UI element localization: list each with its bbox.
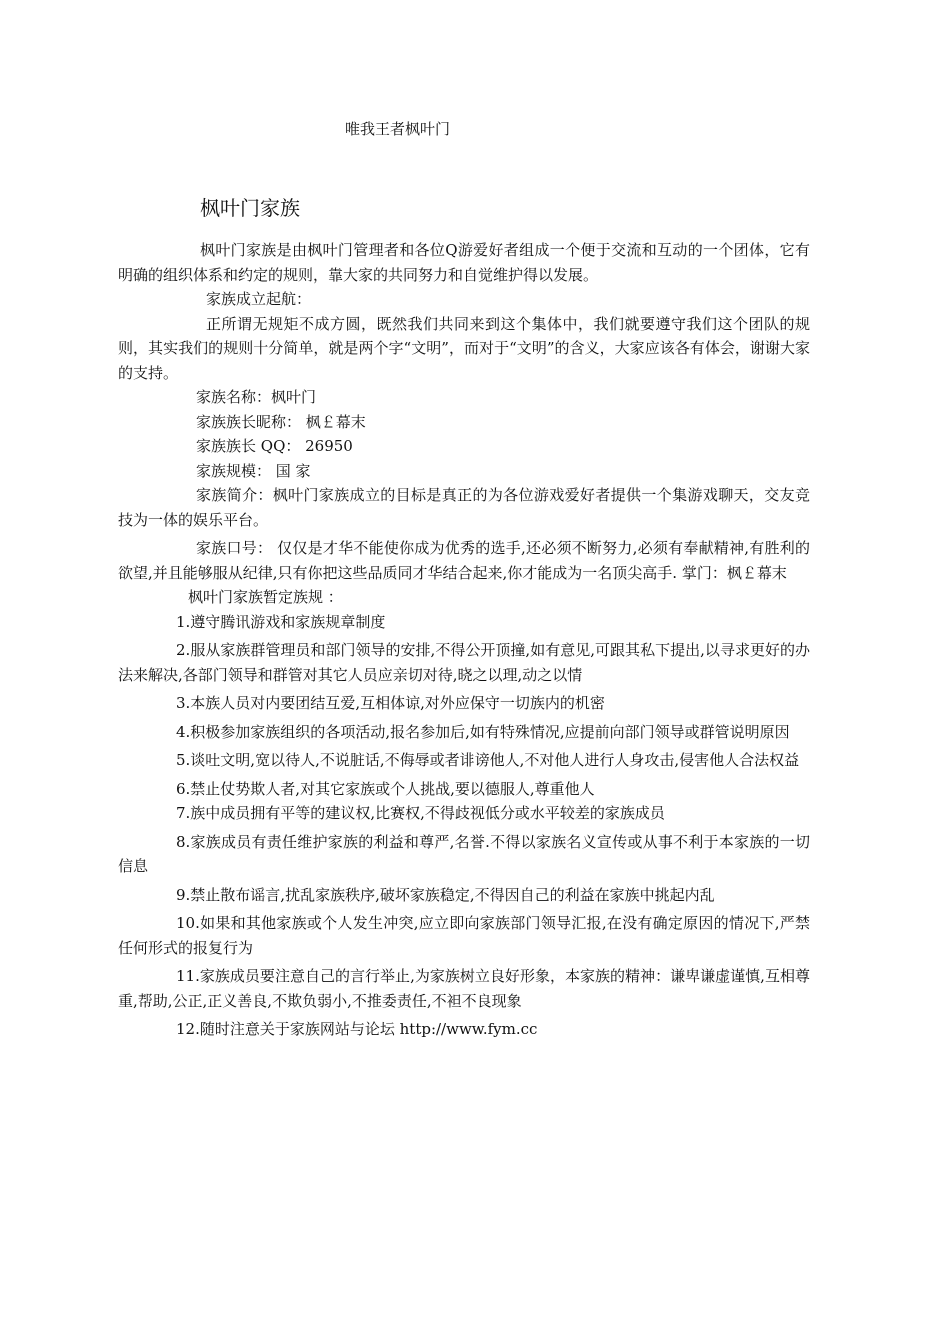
rule-item: 8.家族成员有责任维护家族的利益和尊严,名誉.不得以家族名义宣传或从事不利于本家族的一切信息 (118, 832, 810, 875)
info-leader-qq: 家族族长 QQ： 26950 (196, 437, 353, 455)
info-family-name: 家族名称：枫叶门 (196, 388, 317, 406)
rule-item: 7.族中成员拥有平等的建议权,比赛权,不得歧视低分或水平较差的家族成员 (176, 804, 665, 822)
info-family-slogan: 家族口号： 仅仅是才华不能使你成为优秀的选手,还必须不断努力,必须有奉献精神,有胜利的欲望,并且能够服从纪律,只有你把这些品质同才华结合起来,你才能成为一名顶尖高手. 掌门：枫￡幕末 (118, 539, 810, 582)
intro-paragraph: 枫叶门家族是由枫叶门管理者和各位Q游爱好者组成一个便于交流和互动的一个团体，它有明确的组织体系和约定的规则，靠大家的共同努力和自觉维护得以发展。 (118, 241, 810, 284)
info-family-scale: 家族规模： 国 家 (196, 461, 311, 480)
document-body (118, 238, 810, 1042)
rule-item: 6.禁止仗势欺人者,对其它家族或个人挑战,要以德服人,尊重他人 (176, 779, 595, 798)
rule-item: 2.服从家族群管理员和部门领导的安排,不得公开顶撞,如有意见,可跟其私下提出,以寻求更好的办法来解决,各部门领导和群管对其它人员应亲切对待,晓之以理,动之以情 (118, 641, 810, 684)
launch-paragraph: 正所谓无规矩不成方圆，既然我们共同来到这个集体中，我们就要遵守我们这个团队的规则，其实我们的规则十分简单，就是两个字“文明”，而对于“文明”的含义，大家应该各有体会，谢谢大家的支持。 (118, 314, 810, 382)
rule-item: 10.如果和其他家族或个人发生冲突,应立即向家族部门领导汇报,在没有确定原因的情况下,严禁任何形式的报复行为 (118, 914, 810, 957)
rule-item: 11.家族成员要注意自己的言行举止,为家族树立良好形象，本家族的精神：谦卑谦虚谨慎,互相尊重,帮助,公正,正义善良,不欺负弱小,不推委责任,不袒不良现象 (118, 967, 810, 1010)
rules-heading: 枫叶门家族暂定族规 ： (188, 588, 343, 606)
info-leader-nickname: 家族族长昵称： 枫￡幕末 (196, 412, 366, 431)
rule-item: 9.禁止散布谣言,扰乱家族秩序,破坏家族稳定,不得因自己的利益在家族中挑起内乱 (176, 885, 715, 904)
info-family-summary: 家族简介：枫叶门家族成立的目标是真正的为各位游戏爱好者提供一个集游戏聊天，交友竞技为一体的娱乐平台。 (118, 486, 810, 529)
rule-item: 4.积极参加家族组织的各项活动,报名参加后,如有特殊情况,应提前向部门领导或群管说明原因 (176, 722, 790, 741)
rule-item: 5.谈吐文明,宽以待人,不说脏话,不侮辱或者诽谤他人,不对他人进行人身攻击,侵害他人合法权益 (176, 751, 800, 769)
document-title: 枫叶门家族 (200, 196, 300, 220)
rule-item: 1.遵守腾讯游戏和家族规章制度 (176, 612, 386, 631)
rule-item: 12.随时注意关于家族网站与论坛 http://www.fym.cc (176, 1020, 538, 1038)
launch-heading: 家族成立起航： (206, 290, 312, 308)
rule-item: 3.本族人员对内要团结互爱,互相体谅,对外应保守一切族内的机密 (176, 694, 605, 712)
running-title: 唯我王者枫叶门 (345, 120, 451, 138)
